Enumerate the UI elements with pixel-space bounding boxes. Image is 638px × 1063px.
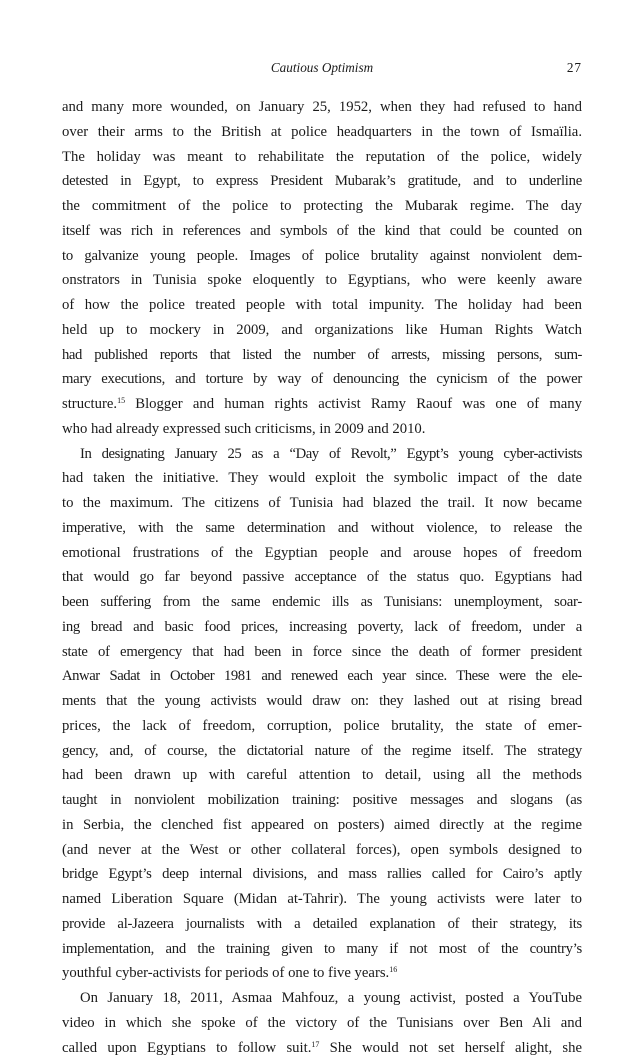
- text-line: who had already expressed such criticisms, in 2009 and 2010.: [62, 420, 426, 437]
- text-line: in Serbia, the clenched fist appeared on posters) aimed directly at the regime: [62, 816, 582, 833]
- running-title: Cautious Optimism: [270, 60, 374, 75]
- text-line: itself was rich in references and symbols of the kind that could be counted on: [62, 222, 582, 239]
- text-line: On January 18, 2011, Asmaa Mahfouz, a young activist, posted a YouTube: [80, 990, 582, 1006]
- text-line: (and never at the West or other collateral forces), open symbols designed to: [62, 841, 582, 858]
- text-line: imperative, with the same determination and without violence, to release the: [62, 519, 582, 536]
- text-line: [62, 1036, 582, 1061]
- text-line: of how the police treated people with total impunity. The holiday had been: [62, 297, 582, 313]
- book-page: [62, 0, 582, 1060]
- text-line: detested in Egypt, to express President Mubarak’s gratitude, and to underline: [62, 173, 582, 190]
- text-line: Anwar Sadat in October 1981 and renewed each year since. These were the ele-: [62, 668, 582, 685]
- text-fragment: Blogger and human rights activist Ramy Raouf was one of many: [125, 396, 582, 412]
- text-line: taught in nonviolent mobilization training: positive messages and slogans (as: [62, 792, 582, 808]
- text-line: The holiday was meant to rehabilitate the reputation of the police, widely: [62, 148, 582, 165]
- text-line: mary executions, and torture by way of denouncing the cynicism of the power: [62, 371, 582, 388]
- text-line: named Liberation Square (Midan at-Tahrir). The young activists were later to: [62, 891, 582, 907]
- text-line: provide al-Jazeera journalists with a detailed explanation of their strategy, its: [62, 915, 582, 932]
- page-number: 27: [566, 60, 582, 75]
- text-line: onstrators in Tunisia spoke eloquently to Egyptians, who were keenly aware: [62, 272, 582, 289]
- text-line: In designating January 25 as a “Day of Revolt,” Egypt’s young cyber-activists: [80, 445, 582, 462]
- footnote-ref-15: 15: [117, 396, 126, 405]
- running-header: [62, 60, 582, 80]
- text-line: over their arms to the British at police headquarters in the town of Ismaïlia.: [62, 123, 582, 140]
- footnote-ref-16: 16: [389, 965, 398, 975]
- text-line: video in which she spoke of the victory of the Tunisians over Ben Ali and: [62, 1014, 582, 1031]
- text-line: gency, and, of course, the dictatorial nature of the regime itself. The strategy: [62, 742, 582, 759]
- text-fragment: youthful cyber-activists for periods of one to five years.: [62, 965, 390, 982]
- text-line: [62, 392, 582, 417]
- text-line: and many more wounded, on January 25, 1952, when they had refused to hand: [62, 99, 582, 115]
- text-line: emotional frustrations of the Egyptian people and arouse hopes of freedom: [62, 544, 582, 561]
- body-text: [62, 95, 582, 1060]
- text-line: implementation, and the training given to many if not most of the country’s: [62, 940, 582, 957]
- text-line: [62, 961, 582, 986]
- text-line: had taken the initiative. They would exploit the symbolic impact of the date: [62, 470, 582, 487]
- footnote-ref-17: 17: [311, 1039, 320, 1049]
- text-line: to galvanize young people. Images of police brutality against nonviolent dem-: [62, 247, 582, 264]
- text-line: bridge Egypt’s deep internal divisions, and mass rallies called for Cairo’s aptly: [62, 866, 582, 883]
- text-line: to the maximum. The citizens of Tunisia had blazed the trail. It now became: [62, 495, 582, 511]
- text-line: had published reports that listed the number of arrests, missing persons, sum-: [62, 346, 582, 363]
- text-line: been suffering from the same endemic ills as Tunisians: unemployment, soar-: [62, 594, 582, 610]
- text-fragment: structure.: [62, 396, 118, 412]
- text-line: had been drawn up with careful attention to detail, using all the methods: [62, 767, 582, 784]
- text-line: state of emergency that had been in force since the death of former president: [62, 643, 582, 660]
- text-line: held up to mockery in 2009, and organizations like Human Rights Watch: [62, 321, 582, 338]
- text-line: prices, the lack of freedom, corruption, police brutality, the state of emer-: [62, 717, 582, 734]
- text-fragment: She would not set herself alight, she: [319, 1039, 582, 1056]
- text-line: the commitment of the police to protecting the Mubarak regime. The day: [62, 198, 582, 214]
- text-line: that would go far beyond passive acceptance of the status quo. Egyptians had: [62, 569, 582, 586]
- text-fragment: called upon Egyptians to follow suit.: [62, 1039, 312, 1056]
- text-line: ing bread and basic food prices, increasing poverty, lack of freedom, under a: [62, 618, 582, 635]
- text-line: ments that the young activists would draw on: they lashed out at rising bread: [62, 693, 582, 709]
